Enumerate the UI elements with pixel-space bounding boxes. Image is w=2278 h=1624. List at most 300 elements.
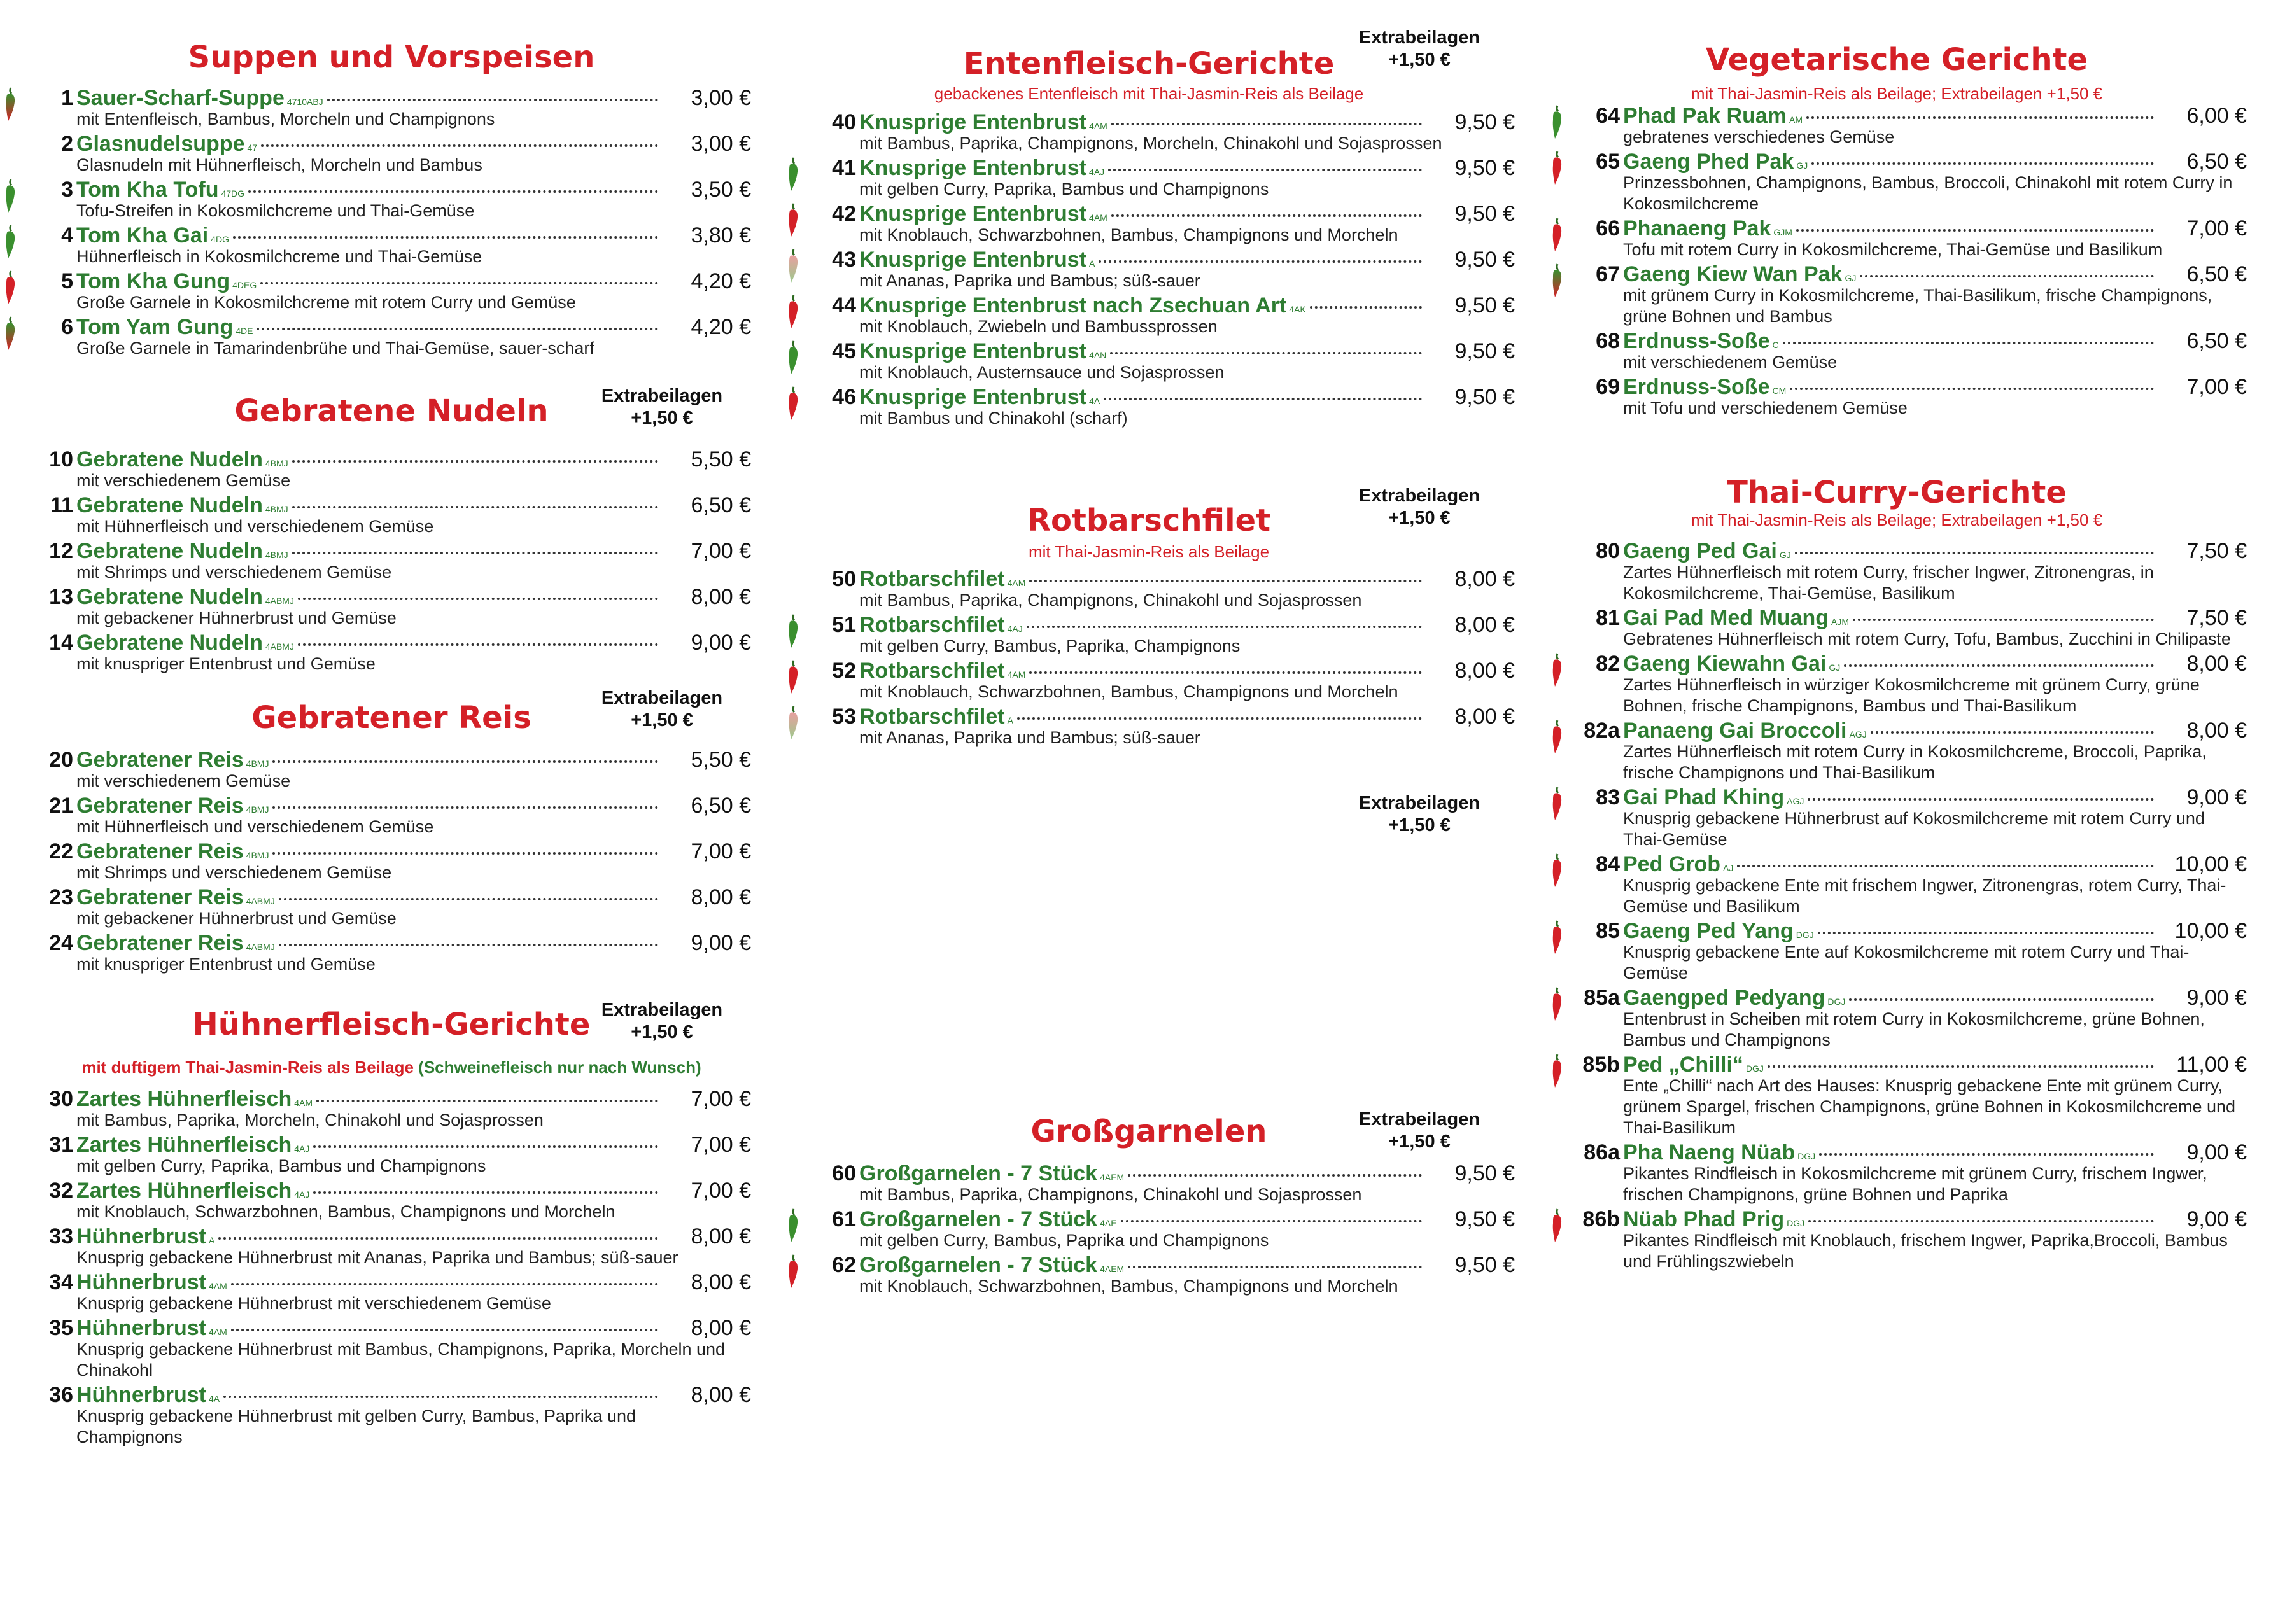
extras-price: +1,50 € [1388,815,1451,836]
item-name: Knusprige Entenbrust [859,385,1087,409]
item-line [859,611,1515,639]
dot-leader [1808,1220,2154,1222]
item-description: Große Garnele in Kokosmilchcreme mit rotem Curry und Gemüse [76,293,576,312]
dot-leader [218,1237,658,1240]
item-number: 43 [832,248,856,272]
item-number: 20 [49,748,73,772]
item-price: 7,00 € [2186,375,2247,399]
item-name: Ped Grob [1623,852,1721,876]
dot-leader [1844,664,2154,667]
dot-leader [260,282,658,284]
item-number: 51 [832,613,856,637]
menu-item [0,1314,751,1381]
dot-leader [1790,388,2154,390]
item-line [859,246,1515,274]
item-code: 4A [209,1394,220,1404]
item-number: 40 [832,110,856,134]
item-number: 13 [49,585,73,609]
item-description: Tofu-Streifen in Kokosmilchcreme und Thai-Gemüse [76,201,475,220]
item-price: 9,50 € [1454,110,1515,134]
red-chili-icon [4,270,18,305]
item-list-curry [1547,537,2247,1272]
item-code: 4DE [236,326,253,336]
item-name: Gai Pad Med Muang [1623,606,1829,630]
extras-label: Extrabeilagen [601,386,723,406]
item-name: Hühnerbrust [76,1383,206,1407]
dot-leader [327,99,658,101]
item-price: 7,00 € [691,539,751,563]
dot-leader [1110,352,1422,354]
item-name: Gebratener Reis [76,839,244,864]
extras-note-nudeln [586,385,738,430]
menu-item [0,1085,751,1131]
menu-item [783,611,1515,657]
item-description: mit Knoblauch, Austernsauce und Sojasprossen [859,363,1225,382]
item-price: 9,50 € [1454,1161,1515,1186]
dot-leader [1310,306,1422,309]
red-chili-icon [787,294,801,330]
item-code: C [1772,340,1779,350]
red-chili-icon [1550,719,1564,755]
item-number: 31 [49,1133,73,1157]
item-description: mit Hühnerfleisch und verschiedenem Gemüse [76,817,434,836]
item-list-rotbarsch [783,565,1515,748]
dot-leader [272,760,658,763]
red-chili-icon [1550,986,1564,1022]
item-price: 9,50 € [1454,339,1515,363]
item-number: 5 [61,269,73,293]
item-number: 3 [61,178,73,202]
section-title-vegetarisch: Vegetarische Gerichte [1705,42,2088,78]
item-number: 11 [50,493,73,517]
section-title-ente: Entenfleisch-Gerichte [963,46,1335,81]
dot-leader [1819,1153,2154,1156]
item-number: 12 [49,539,73,563]
menu-item [0,84,751,130]
dot-leader [313,1191,658,1194]
item-code: DGJ [1797,1151,1816,1161]
item-description: mit Bambus, Paprika, Champignons, Chinakohl und Sojasprossen [859,1185,1362,1204]
menu-item [1547,148,2247,214]
item-description: Knusprig gebackene Hühnerbrust mit gelben Curry, Bambus, Paprika und Champignons [76,1406,636,1446]
item-name: Pha Naeng Nüab [1623,1140,1796,1165]
menu-item [0,583,751,629]
item-code: 4ABMJ [246,896,275,906]
dot-leader [292,552,658,554]
item-line [1623,148,2247,176]
item-number: 34 [49,1270,73,1294]
item-code: A [209,1235,215,1245]
menu-item [0,883,751,929]
item-price: 5,50 € [691,447,751,472]
menu-item [0,313,751,359]
subtitle-green: (Schweinefleisch nur nach Wunsch) [418,1058,701,1077]
green-chili-icon [1550,104,1564,140]
item-name: Großgarnelen - 7 Stück [859,1161,1098,1186]
item-price: 7,00 € [691,1179,751,1203]
item-number: 69 [1596,375,1620,399]
item-description: Knusprig gebackene Hühnerbrust mit Ananas, Paprika und Bambus; süß-sauer [76,1248,678,1267]
menu-item [0,221,751,267]
item-number: 67 [1596,262,1620,286]
section-title-rotbarsch: Rotbarschfilet [1027,503,1271,538]
menu-item [1547,1051,2247,1138]
item-code: 4AM [1089,213,1107,223]
item-description: Knusprig gebackene Hühnerbrust mit Bambus, Champignons, Paprika, Morcheln und Chinakohl [76,1340,726,1380]
item-price: 7,00 € [691,1133,751,1157]
item-price: 6,50 € [2186,262,2247,286]
dot-leader [1806,116,2154,119]
item-code: 4DG [211,234,229,244]
extras-label: Extrabeilagen [1358,27,1480,48]
item-code: 4BMJ [265,458,288,468]
menu-item [783,337,1515,383]
item-line [1623,604,2247,632]
subtitle-red: mit duftigem Thai-Jasmin-Reis als Beilage [81,1058,414,1077]
item-description: mit Knoblauch, Schwarzbohnen, Bambus, Champignons und Morcheln [859,682,1398,701]
red-chili-icon [1550,652,1564,688]
item-number: 50 [832,567,856,591]
dot-leader [1808,798,2154,801]
item-line [1623,260,2247,288]
item-line [1623,214,2247,242]
item-description: Hühnerfleisch in Kokosmilchcreme und Thai-Gemüse [76,247,482,266]
item-name: Rotbarschfilet [859,567,1005,591]
menu-item [1547,373,2247,419]
item-code: 4AJ [1089,167,1105,177]
item-name: Gebratene Nudeln [76,447,263,472]
item-description: mit Ananas, Paprika und Bambus; süß-sauer [859,271,1200,290]
item-price: 5,50 € [691,748,751,772]
extras-label: Extrabeilagen [1358,793,1480,813]
extras-price: +1,50 € [1388,508,1451,528]
item-code: 47 [247,143,258,153]
item-price: 10,00 € [2174,919,2247,943]
item-code: GJM [1773,227,1792,237]
menu-item [783,1205,1515,1251]
menu-item [783,1251,1515,1297]
item-price: 8,00 € [1454,613,1515,637]
menu-item [783,657,1515,703]
item-description: Tofu mit rotem Curry in Kokosmilchcreme, Thai-Gemüse und Basilikum [1623,240,2163,259]
item-number: 80 [1596,539,1620,563]
item-line [1623,917,2247,945]
item-number: 22 [49,839,73,864]
dot-leader [1104,398,1422,400]
item-line [76,837,751,865]
item-description: Knusprig gebackene Hühnerbrust auf Kokosmilchcreme mit rotem Curry und Thai-Gemüse [1623,809,2205,849]
mixed-chili-icon [1550,263,1564,298]
menu-item [1547,260,2247,327]
item-price: 8,00 € [1454,704,1515,729]
item-line [859,1159,1515,1187]
item-name: Knusprige Entenbrust [859,248,1087,272]
green-chili-icon [4,224,18,260]
item-name: Gebratene Nudeln [76,585,263,609]
item-line [1623,537,2247,565]
red-chili-icon [1550,1208,1564,1243]
extras-note-ente [1343,27,1496,71]
item-number: 61 [832,1207,856,1231]
item-line [859,337,1515,365]
menu-item [0,837,751,883]
dot-leader [1871,731,2154,734]
item-line [76,1222,751,1250]
dot-leader [1121,1220,1422,1222]
item-price: 7,50 € [2186,539,2247,563]
item-description: mit gebackener Hühnerbrust und Gemüse [76,608,397,627]
item-line [1623,1138,2247,1166]
item-name: Glasnudelsuppe [76,132,245,156]
item-description: Große Garnele in Tamarindenbrühe und Thai-Gemüse, sauer-scharf [76,339,594,358]
item-line [1623,102,2247,130]
extras-price: +1,50 € [1388,50,1451,70]
menu-item [783,703,1515,748]
item-description: mit gelben Curry, Bambus, Paprika und Champignons [859,1231,1269,1250]
item-line [859,200,1515,228]
item-description: mit gelben Curry, Bambus, Paprika, Champignons [859,636,1241,655]
item-name: Großgarnelen - 7 Stück [859,1253,1098,1277]
menu-item [0,267,751,313]
red-chili-icon [1550,786,1564,822]
section-subtitle-rotbarsch: mit Thai-Jasmin-Reis als Beilage [1028,542,1270,561]
item-code: 4BMJ [246,804,269,815]
item-code: 4AJ [294,1189,310,1200]
item-code: 4AM [294,1098,313,1108]
item-code: GJ [1845,273,1857,283]
item-name: Nüab Phad Prig [1623,1207,1785,1231]
item-list-huhn [0,1085,751,1448]
red-chili-icon [1550,853,1564,888]
item-name: Tom Yam Gung [76,315,234,339]
item-code: 4AK [1289,304,1306,314]
item-code: 4BMJ [246,850,269,860]
item-number: 66 [1596,216,1620,241]
dot-leader [279,944,658,946]
menu-item [0,1381,751,1448]
item-description: mit Shrimps und verschiedenem Gemüse [76,863,392,882]
item-name: Gebratener Reis [76,794,244,818]
item-name: Gai Phad Khing [1623,785,1785,809]
menu-item [1547,1205,2247,1272]
red-chili-icon [1550,920,1564,955]
item-line [1623,783,2247,811]
green-chili-icon [787,1208,801,1243]
item-name: Knusprige Entenbrust [859,339,1087,363]
item-line [1623,1205,2247,1233]
extras-note-reis [586,687,738,732]
item-name: Rotbarschfilet [859,659,1005,683]
extras-note-huhn [586,999,738,1044]
menu-item [0,929,751,975]
item-code: 4BMJ [265,504,288,514]
item-code: 4BMJ [246,759,269,769]
item-price: 4,20 € [691,315,751,339]
item-price: 9,00 € [2186,785,2247,809]
item-code: GJ [1829,662,1841,673]
item-number: 86b [1582,1207,1620,1231]
mixed-chili-icon [4,316,18,351]
dot-leader [1811,162,2154,165]
dot-leader [1029,580,1422,582]
item-name: Sauer-Scharf-Suppe [76,86,285,110]
item-price: 9,50 € [1454,293,1515,318]
item-number: 82a [1584,718,1620,743]
item-name: Hühnerbrust [76,1316,206,1340]
item-name: Gebratene Nudeln [76,631,263,655]
item-code: 4AM [1007,669,1026,680]
item-number: 83 [1596,785,1620,809]
item-description: mit Knoblauch, Zwiebeln und Bambussprossen [859,317,1218,336]
red-chili-icon [787,386,801,421]
mixed-chili-icon [4,87,18,122]
extras-price: +1,50 € [1388,1131,1451,1152]
item-code: 4AJ [1007,624,1023,634]
dot-leader [1128,1266,1422,1268]
dot-leader [316,1100,658,1102]
item-line [859,703,1515,731]
dot-leader [261,144,658,147]
menu-item [0,746,751,792]
item-description: Entenbrust in Scheiben mit rotem Curry in Kokosmilchcreme, grüne Bohnen, Bambus und Champignons [1623,1009,2205,1049]
item-description: Knusprig gebackene Ente auf Kokosmilchcreme mit rotem Curry und Thai-Gemüse [1623,942,2190,983]
item-line [859,108,1515,136]
item-name: Knusprige Entenbrust nach Zsechuan Art [859,293,1287,318]
item-name: Phad Pak Ruam [1623,104,1787,128]
item-price: 7,00 € [691,1087,751,1111]
item-number: 41 [832,156,856,180]
item-name: Gebratener Reis [76,885,244,909]
item-line [76,176,751,204]
item-price: 6,50 € [2186,150,2247,174]
dot-leader [298,643,658,646]
dot-leader [1029,671,1422,674]
item-name: Erdnuss-Soße [1623,375,1770,399]
item-line [76,1268,751,1296]
item-number: 44 [832,293,856,318]
dot-leader [1795,552,2154,554]
item-name: Tom Kha Gai [76,223,209,248]
item-number: 53 [832,704,856,729]
item-line [859,565,1515,593]
item-number: 23 [49,885,73,909]
item-list-reis [0,746,751,975]
item-price: 6,50 € [691,794,751,818]
item-list-nudeln [0,445,751,675]
item-name: Hühnerbrust [76,1270,206,1294]
item-description: mit Shrimps und verschiedenem Gemüse [76,563,392,582]
item-code: AGJ [1849,729,1867,739]
item-code: 4A [1089,396,1100,406]
item-price: 9,00 € [2186,1140,2247,1165]
item-number: 52 [832,659,856,683]
item-line [76,883,751,911]
item-code: 4AEM [1100,1172,1125,1182]
item-price: 7,00 € [2186,216,2247,241]
extras-label: Extrabeilagen [1358,1109,1480,1130]
dot-leader [279,898,658,900]
menu-item [0,629,751,675]
item-price: 9,50 € [1454,1253,1515,1277]
item-code: GJ [1779,550,1791,560]
item-description: Ente „Chilli“ nach Art des Hauses: Knusprig gebackene Ente mit grünem Curry, grünem Spargel, frischen Champignons, grüne Bohnen in Kokosmilchcreme und Thai-Basilikum [1623,1076,2236,1137]
item-price: 9,00 € [2186,986,2247,1010]
item-code: 4AJ [294,1144,310,1154]
menu-item [1547,102,2247,148]
item-description: Zartes Hühnerfleisch in würziger Kokosmilchcreme mit grünem Curry, grüne Bohnen, frische Champignons, Bambus und Thai-Basilikum [1623,675,2200,715]
menu-item [1547,783,2247,850]
dot-leader [1737,865,2154,867]
item-name: Rotbarschfilet [859,704,1005,729]
dot-leader [257,328,658,330]
item-name: Knusprige Entenbrust [859,110,1087,134]
dot-leader [248,190,658,193]
dot-leader [1111,214,1422,217]
extras-label: Extrabeilagen [601,1000,723,1020]
item-number: 36 [49,1383,73,1407]
item-number: 45 [832,339,856,363]
item-description: mit Bambus und Chinakohl (scharf) [859,409,1128,428]
item-line [76,445,751,473]
item-code: AJM [1831,617,1850,627]
dot-leader [313,1145,658,1148]
dot-leader [1860,275,2154,277]
item-name: Gaengped Pedyang [1623,986,1825,1010]
dot-leader [1099,260,1422,263]
item-code: 4BMJ [265,550,288,560]
item-line [76,267,751,295]
item-number: 82 [1596,652,1620,676]
item-name: Gebratener Reis [76,748,244,772]
green-chili-icon [787,340,801,375]
item-description: Knusprig gebackene Hühnerbrust mit verschiedenem Gemüse [76,1294,551,1313]
item-line [76,537,751,565]
item-number: 60 [832,1161,856,1186]
item-name: Zartes Hühnerfleisch [76,1087,292,1111]
item-price: 11,00 € [2176,1053,2247,1077]
item-description: mit gelben Curry, Paprika, Bambus und Champignons [859,179,1269,199]
dot-leader [1783,342,2154,344]
item-description: mit Hühnerfleisch und verschiedenem Gemüse [76,517,434,536]
item-line [859,291,1515,319]
item-code: DGJ [1796,930,1814,940]
menu-item [783,565,1515,611]
item-line [76,84,751,112]
item-number: 6 [61,315,73,339]
item-price: 4,20 € [691,269,751,293]
menu-item [0,176,751,221]
item-code: A [1007,715,1013,725]
item-price: 10,00 € [2174,852,2247,876]
menu-item [1547,650,2247,717]
item-line [859,1251,1515,1279]
item-price: 9,00 € [2186,1207,2247,1231]
red-chili-icon [787,659,801,695]
menu-item [1547,984,2247,1051]
item-price: 8,00 € [2186,718,2247,743]
item-code: DGJ [1787,1218,1805,1228]
dot-leader [231,1283,658,1285]
menu-item [0,537,751,583]
item-code: 4ABMJ [246,942,275,952]
menu-item [0,1268,751,1314]
item-description: mit verschiedenem Gemüse [1623,353,1838,372]
item-line [76,491,751,519]
menu-item [1547,537,2247,604]
item-description: mit knuspriger Entenbrust und Gemüse [76,955,376,974]
item-description: mit Bambus, Paprika, Champignons, Morcheln, Chinakohl und Sojasprossen [859,134,1442,153]
green-chili-icon [787,157,801,192]
